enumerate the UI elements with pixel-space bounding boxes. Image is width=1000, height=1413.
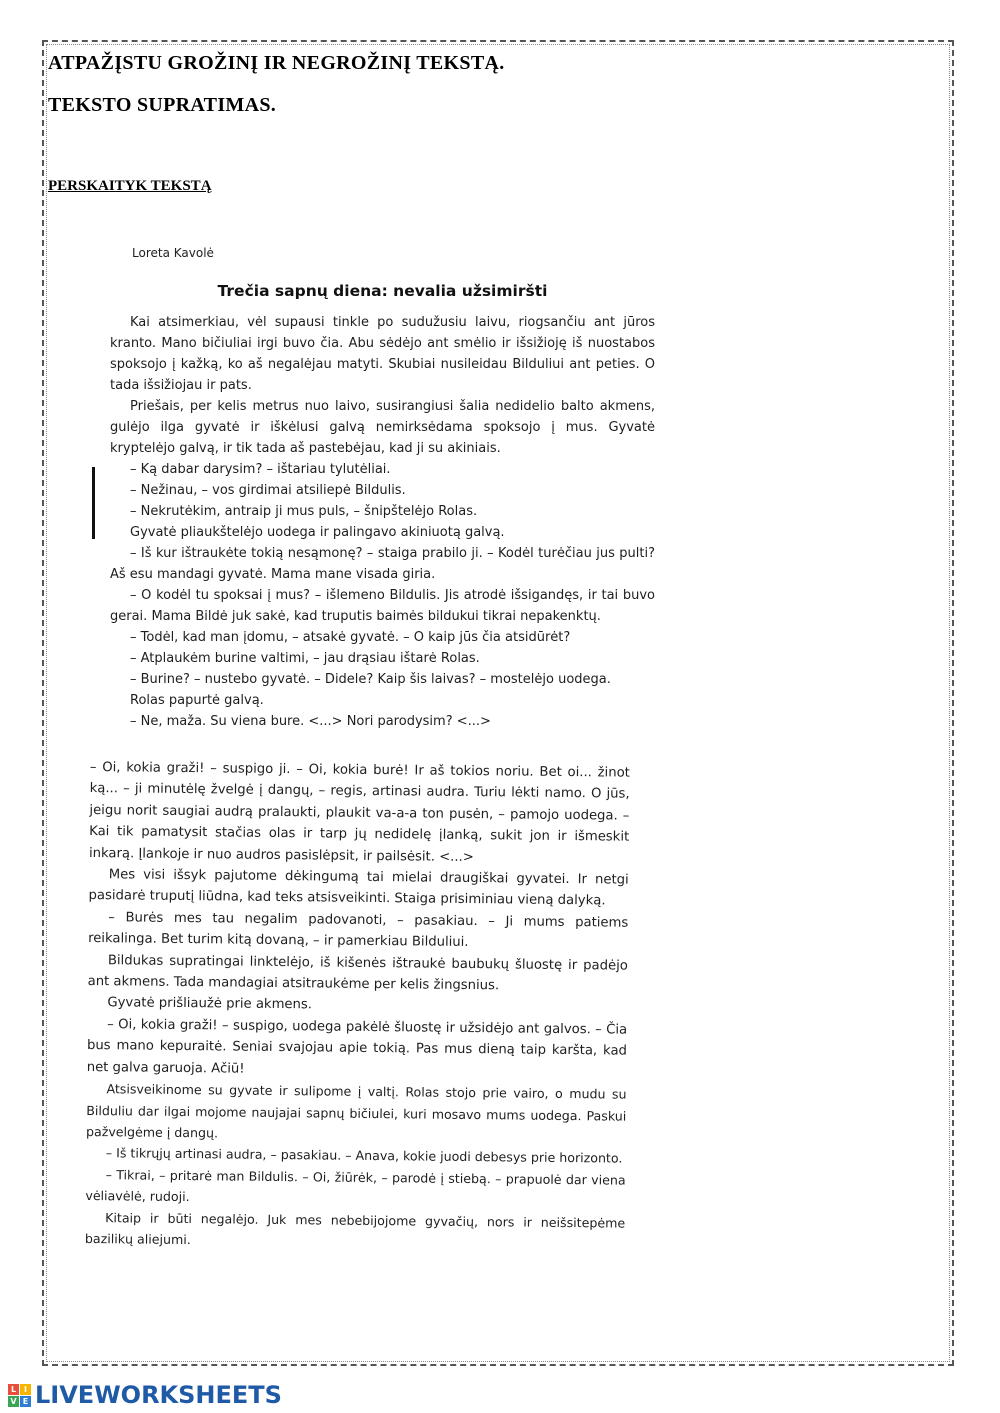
story-paragraph: Mes visi išsyk pajutome dėkingumą tai mielai draugiškai gyvatei. Ir netgi pasidarė truputį liūdna, kad teks atsisveikinti. Staiga prisiminiau vieną dalyką. — [88, 867, 629, 909]
logo-tile: V — [8, 1396, 19, 1407]
story-paragraph: Kitaip ir būti negalėjo. Juk mes nebebijojome gyvačių, nors ir neišsitepėme bazilikų aliejumi. — [84, 1209, 626, 1248]
story-author: Loreta Kavolė — [132, 246, 214, 260]
story-paragraph: – Iš tikrųjų artinasi audra, – pasakiau. – Anava, kokie juodi debesys prie horizonto. — [105, 1145, 623, 1166]
story-paragraph: – Oi, kokia graži! – suspigo, uodega pakėlė šluostę ir užsidėjo ant galvos. – Čia bus mano kepuraitė. Seniai svajojau apie tokią. Pas mus dieną taip karšta, kad net galva garuoja. Ačiū! — [86, 1017, 628, 1077]
story-paragraph: – Nežinau, – vos girdimai atsiliepė Bildulis. — [130, 483, 406, 498]
logo-tiles-icon — [8, 1384, 31, 1407]
story-paragraph: – Burės mes tau negalim padovanoti, – pasakiau. – Ji mums patiems reikalinga. Bet turim kitą dovaną, – ir pamerkiau Bilduliui. — [88, 910, 629, 951]
story-paragraph: Atsisveikinome su gyvate ir sulipome į valtį. Rolas stojo prie vairo, o mudu su Bilduliu dar ilgai mojome naujajai sapnų bičiulei, kuri mosavo mums uodega. Paskui pažvelgėme į dangų. — [86, 1081, 627, 1141]
story-paragraph: – Ne, maža. Su viena bure. <...> Nori parodysim? <...> — [130, 714, 491, 729]
story-paragraph: Priešais, per kelis metrus nuo laivo, susirangiusi šalia nedidelio balto akmens, gulėjo ilga gyvatė ir iškėlusi galvą nemirksėdama spoksojo į mus. Gyvatė kryptelėjo galvą, ir tik tada aš pastebėjau, kad ji su akiniais. — [110, 399, 655, 456]
story-paragraph: – Iš kur ištraukėte tokią nesąmonę? – staiga prabilo ji. – Kodėl turėčiau jus pulti? Aš esu mandagi gyvatė. Mama mane visada giria. — [110, 546, 655, 582]
story-scan-part-1 — [110, 246, 655, 732]
logo-tile: E — [20, 1396, 31, 1407]
worksheet-title: ATPAŽĮSTU GROŽINĮ IR NEGROŽINĮ TEKSTĄ. — [48, 52, 505, 74]
story-paragraph: – O kodėl tu spoksai į mus? – išlemeno Bildulis. Jis atrodė išsigandęs, ir tai buvo gerai. Mama Bildė juk sakė, kad truputis baimės bildukui tikrai nepakenktų. — [110, 588, 655, 624]
logo-tile: I — [20, 1384, 31, 1395]
story-paragraph: Bildukas supratingai linktelėjo, iš kišenės ištraukė baubukų šluostę ir padėjo ant akmens. Tada mandagiai atsitraukėme per kelis žingsnius. — [87, 952, 628, 994]
logo-text: LIVEWORKSHEETS — [35, 1381, 282, 1409]
story-paragraph: – Burine? – nustebo gyvatė. – Didele? Kaip šis laivas? – mostelėjo uodega. — [130, 672, 611, 687]
story-paragraph: – Nekrutėkim, antraip ji mus puls, – šnipštelėjo Rolas. — [130, 504, 478, 519]
instruction-read-text: PERSKAITYK TEKSTĄ — [48, 178, 212, 194]
logo-tile: L — [8, 1384, 19, 1395]
margin-vertical-bar — [92, 467, 95, 539]
story-paragraph: – Ką dabar darysim? – ištariau tylutėliai. — [130, 462, 391, 477]
story-title: Trečia sapnų diena: nevalia užsimiršti — [217, 282, 548, 300]
story-paragraph: – Atplaukėm burine valtimi, – jau drąsiau ištarė Rolas. — [130, 651, 480, 666]
story-paragraph: – Tikrai, – pritarė man Bildulis. – Oi, žiūrėk, – parodė į stiebą. – prapuolė dar viena vėliavėlė, rudoji. — [85, 1166, 626, 1205]
story-paragraph: Rolas papurtė galvą. — [130, 693, 264, 708]
story-scan-part-2 — [85, 757, 630, 1255]
story-paragraph: – Oi, kokia graži! – suspigo ji. – Oi, kokia burė! Ir aš tokios noriu. Bet oi... žinot ką... – ji minutėlę žvelgė į dangų, – regis, artinasi audra. Turiu lėkti namo. O jūs, jeigu norit saugiai audrą pralaukti, plaukit va-a-a ton pusėn, – pamojo uodega. – Kai tik pamatysit stačias olas ir tarp jų nedidelę įlanką, sukit jon ir išmeskit inkarą. Įlankoje ir nuo audros pasislėpsit, ir pailsėsit. <...> — [88, 759, 630, 865]
story-paragraph: Kai atsimerkiau, vėl supausi tinkle po sudužusiu laivu, riogsančiu ant jūros kranto. Mano bičiuliai irgi buvo čia. Abu sėdėjo ant smėlio ir išsižioję iš nuostabos spoksojo į kažką, ko aš negalėjau matyti. Skubiai nusileidau Bilduliui ant peties. O tada išsižiojau ir pats. — [110, 315, 655, 393]
story-paragraph: Gyvatė pliaukštelėjo uodega ir palingavo akiniuotą galvą. — [130, 525, 505, 540]
story-paragraph: Gyvatė prišliaužė prie akmens. — [107, 995, 313, 1013]
worksheet-subtitle: TEKSTO SUPRATIMAS. — [48, 94, 277, 116]
liveworksheets-logo[interactable] — [8, 1380, 282, 1410]
story-paragraph: – Todėl, kad man įdomu, – atsakė gyvatė. – O kaip jūs čia atsidūrėt? — [130, 630, 571, 645]
